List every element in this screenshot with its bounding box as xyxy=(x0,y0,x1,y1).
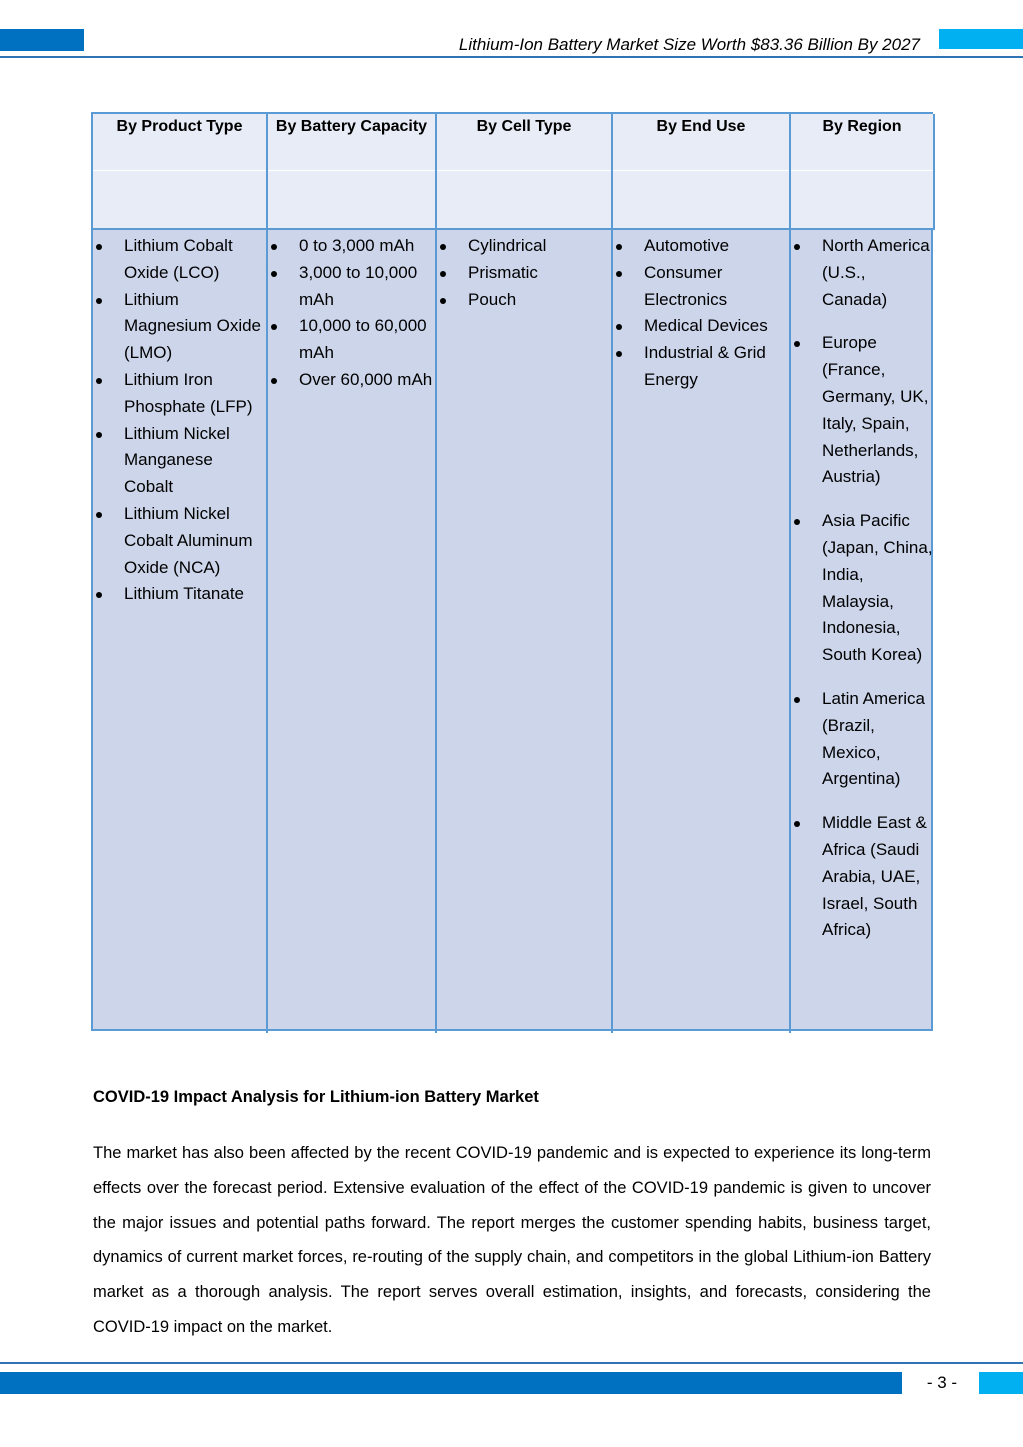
list-item: Europe (France, Germany, UK, Italy, Spain, Netherlands, Austria) xyxy=(791,330,935,491)
end-use-list xyxy=(613,233,789,394)
column-header-cell-type: By Cell Type xyxy=(437,114,613,230)
product-type-list xyxy=(93,233,266,608)
list-item: Consumer Electronics xyxy=(613,260,789,314)
list-item: Lithium Nickel Manganese Cobalt xyxy=(93,421,266,501)
cell-type-cell xyxy=(437,230,613,1033)
list-item: North America (U.S., Canada) xyxy=(791,233,935,313)
list-item: Middle East & Africa (Saudi Arabia, UAE, Israel, South Africa) xyxy=(791,810,935,944)
header-accent-bar xyxy=(0,29,84,51)
list-item: Lithium Cobalt Oxide (LCO) xyxy=(93,233,266,287)
list-item: Medical Devices xyxy=(613,313,789,340)
page-number: - 3 - xyxy=(926,1373,958,1392)
list-item: Pouch xyxy=(437,287,611,314)
list-item: Automotive xyxy=(613,233,789,260)
list-item: Lithium Titanate xyxy=(93,581,266,608)
region-cell xyxy=(791,230,935,1033)
footer-accent-bar xyxy=(0,1372,902,1394)
cell-type-list xyxy=(437,233,611,313)
column-header-region: By Region xyxy=(791,114,935,230)
list-item: Latin America (Brazil, Mexico, Argentina) xyxy=(791,686,935,793)
list-item: Asia Pacific (Japan, China, India, Malaysia, Indonesia, South Korea) xyxy=(791,508,935,669)
body-paragraph: The market has also been affected by the recent COVID-19 pandemic and is expected to experience its long-term effects over the forecast period. Extensive evaluation of the effect of the COVID-19 pandemic is given to uncover the major issues and potential paths forward. The report merges the customer spending habits, business target, dynamics of current market forces, re-routing of the supply chain, and competitors in the global Lithium-ion Battery market as a thorough analysis. The report serves overall estimation, insights, and forecasts, considering the COVID-19 impact on the market. xyxy=(93,1144,931,1336)
battery-capacity-list xyxy=(268,233,435,394)
list-item: Over 60,000 mAh xyxy=(268,367,435,394)
column-header-battery-capacity: By Battery Capacity xyxy=(268,114,437,230)
list-item: Prismatic xyxy=(437,260,611,287)
region-list xyxy=(791,233,935,944)
column-header-product-type: By Product Type xyxy=(93,114,268,230)
list-item: 10,000 to 60,000 mAh xyxy=(268,313,435,367)
end-use-cell xyxy=(613,230,791,1033)
column-header-end-use: By End Use xyxy=(613,114,791,230)
list-item: Industrial & Grid Energy xyxy=(613,340,789,394)
list-item: Lithium Magnesium Oxide (LMO) xyxy=(93,287,266,367)
list-item: 0 to 3,000 mAh xyxy=(268,233,435,260)
header-rule xyxy=(0,56,1023,58)
list-item: Cylindrical xyxy=(437,233,611,260)
list-item: Lithium Nickel Cobalt Aluminum Oxide (NCA) xyxy=(93,501,266,581)
list-item: 3,000 to 10,000 mAh xyxy=(268,260,435,314)
footer-rule xyxy=(0,1362,1023,1364)
header-title: Lithium-Ion Battery Market Size Worth $83.36 Billion By 2027 xyxy=(458,35,920,54)
list-item: Lithium Iron Phosphate (LFP) xyxy=(93,367,266,421)
footer-accent-block xyxy=(979,1372,1023,1394)
header-accent-block xyxy=(939,29,1023,49)
battery-capacity-cell xyxy=(268,230,437,1033)
product-type-cell xyxy=(93,230,268,1033)
segmentation-table xyxy=(91,112,933,1031)
section-heading: COVID-19 Impact Analysis for Lithium-ion Battery Market xyxy=(93,1088,539,1106)
